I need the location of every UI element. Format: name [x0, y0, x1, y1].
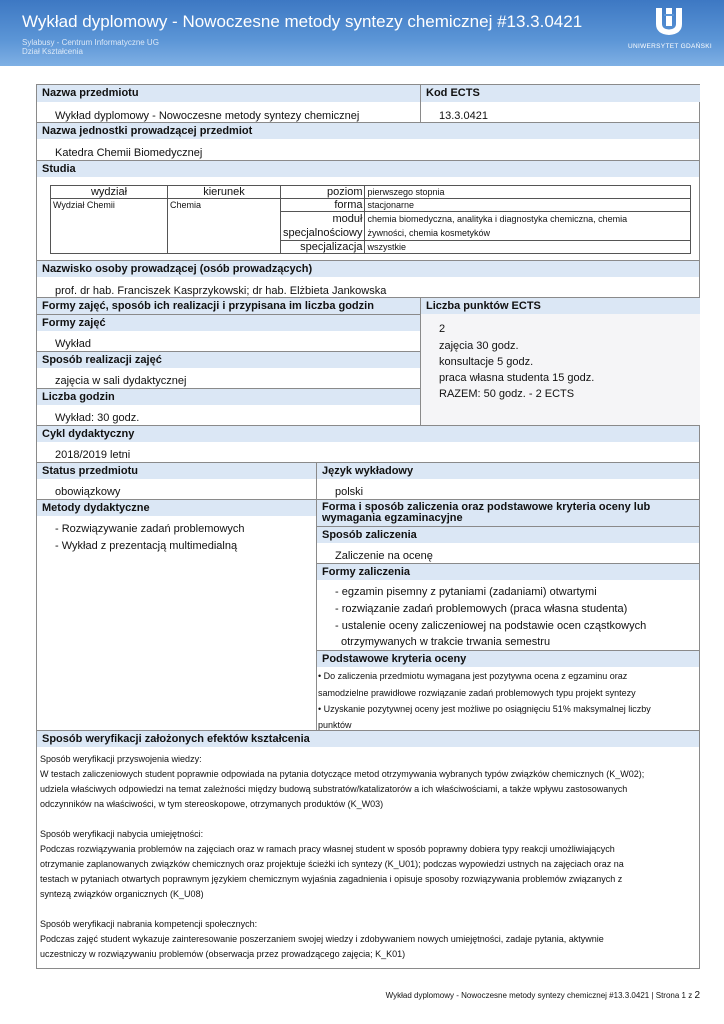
course-name-label: Nazwa przedmiotu [37, 85, 420, 102]
banner-subtitle [22, 38, 159, 56]
ects-code-label: Kod ECTS [421, 85, 700, 102]
language-value: polski [335, 486, 364, 498]
syllabus-document [36, 84, 700, 969]
cycle-value: 2018/2019 letni [55, 449, 131, 461]
lecturer-value: prof. dr hab. Franciszek Kasprzykowski; dr hab. Elżbieta Jankowska [55, 285, 387, 297]
realization-label: Sposób realizacji zajęć [37, 351, 420, 368]
header-banner [0, 0, 724, 66]
studia-label: Studia [37, 160, 699, 177]
criteria-label: Podstawowe kryteria oceny [317, 650, 699, 667]
assessment-form-text: rozwiązanie zadań problemowych (praca własna studenta) [341, 603, 628, 615]
verification-text [40, 752, 696, 977]
ects-code-value: 13.3.0421 [439, 110, 488, 122]
col-kierunek: kierunek [168, 186, 281, 199]
ects-line: 2 [439, 323, 446, 335]
assessment-forms-label: Formy zaliczenia [317, 563, 699, 580]
banner-subtitle-line: Sylabusy - Centrum Informatyczne UG [22, 38, 159, 47]
assessment-form-text: ustalenie oceny zaliczeniowej na podstawie ocen cząstkowych [341, 620, 647, 632]
unit-value: Katedra Chemii Biomedycznej [55, 147, 203, 159]
verification-paragraph [40, 827, 696, 902]
ects-line: konsultacje 5 godz. [439, 356, 534, 368]
verification-line: uczestniczy w rozwiązywaniu problemów (obserwacja przez prowadzącego zajęcia; K_K01) [40, 949, 406, 959]
assessment-method-label: Sposób zaliczenia [317, 526, 699, 543]
assessment-label-line: wymagania egzaminacyjne [322, 512, 463, 524]
teaching-methods-label: Metody dydaktyczne [37, 499, 316, 516]
assessment-form-item: - rozwiązanie zadań problemowych (praca własna studenta) [335, 603, 628, 615]
assessment-label [317, 499, 699, 526]
wydzial-value: Wydział Chemii [51, 199, 168, 254]
verification-paragraph [40, 752, 696, 812]
modul-value-line: chemia biomedyczna, analityka i diagnostyka chemiczna, chemia [367, 214, 628, 224]
divider [420, 297, 421, 425]
verification-line: Sposób weryfikacji nabrania kompetencji społecznych: [40, 919, 258, 929]
verification-line: syntezą związków organicznych (K_U08) [40, 889, 204, 899]
ects-panel [421, 314, 700, 425]
verification-line: udziela właściwych odpowiedzi na temat zależności między budową substratów/katalizatorów a ich właściwościami, a także wpływu zastosowanych [40, 784, 628, 794]
criteria-line: • Uzyskanie pozytywnej oceny jest możliwe po osiągnięciu 51% maksymalnej liczby [318, 704, 651, 714]
assessment-method-value: Zaliczenie na ocenę [335, 550, 433, 562]
course-name-value: Wykład dyplomowy - Nowoczesne metody syntezy chemicznej [55, 110, 360, 122]
verification-line: otrzymanie zaplanowanych związków chemicznych oraz projektuje ścieżki ich syntezy (K_U01); podczas wypowiedzi ustnych na zajęciach oraz na [40, 859, 624, 869]
kierunek-value: Chemia [168, 199, 281, 254]
hours-value: Wykład: 30 godz. [55, 412, 140, 424]
method-item-text: Rozwiązywanie zadań problemowych [61, 523, 245, 535]
university-logo [625, 6, 715, 56]
criteria-line: • Do zaliczenia przedmiotu wymagana jest pozytywna ocena z egzaminu oraz [318, 671, 628, 681]
forma-label: forma [281, 199, 365, 212]
divider [420, 85, 421, 122]
studia-table [50, 185, 691, 254]
verification-line: W testach zaliczeniowych student poprawnie odpowiada na pytania dotyczące metod otrzymywania wybranych typów związków chemicznych (K_W02); [40, 769, 645, 779]
col-wydzial: wydział [51, 186, 168, 199]
verification-paragraph [40, 917, 696, 962]
specjalizacja-label: specjalizacja [281, 241, 365, 254]
class-forms-label: Formy zajęć [37, 314, 420, 331]
modul-value-line: żywności, chemia kosmetyków [367, 228, 491, 238]
realization-value: zajęcia w sali dydaktycznej [55, 375, 187, 387]
language-label: Język wykładowy [317, 462, 699, 479]
method-item-text: Wykład z prezentacją multimedialną [61, 540, 238, 552]
method-item: - Wykład z prezentacją multimedialną [55, 540, 238, 552]
criteria-line: punktów [318, 720, 352, 730]
ects-line: zajęcia 30 godz. [439, 340, 519, 352]
assessment-form-item: - egzamin pisemny z pytaniami (zadaniami) otwartymi [335, 586, 597, 598]
method-item: - Rozwiązywanie zadań problemowych [55, 523, 245, 535]
assessment-form-text: egzamin pisemny z pytaniami (zadaniami) otwartymi [341, 586, 597, 598]
verification-line: Sposób weryfikacji przyswojenia wiedzy: [40, 754, 202, 764]
lecturer-label: Nazwisko osoby prowadzącej (osób prowadzących) [37, 260, 699, 277]
poziom-label: poziom [281, 186, 365, 199]
ects-line: RAZEM: 50 godz. - 2 ECTS [439, 388, 575, 400]
poziom-value: pierwszego stopnia [365, 186, 691, 199]
footer-page-total: 2 [694, 990, 700, 1001]
assessment-form-item: - ustalenie oceny zaliczeniowej na podstawie ocen cząstkowych [335, 620, 647, 632]
status-value: obowiązkowy [55, 486, 121, 498]
page-title: Wykład dyplomowy - Nowoczesne metody syntezy chemicznej #13.3.0421 [22, 12, 583, 31]
modul-label-line: specjalnościowy [283, 227, 363, 239]
modul-label [281, 212, 365, 241]
verification-line: Podczas rozwiązywania problemów na zajęciach oraz w ramach pracy własnej student w sposób poprawny dobiera typy reakcji umożliwiających [40, 844, 615, 854]
banner-subtitle-line: Dział Kształcenia [22, 47, 83, 56]
ects-line: praca własna studenta 15 godz. [439, 372, 595, 384]
forma-value: stacjonarne [365, 199, 691, 212]
unit-label: Nazwa jednostki prowadzącej przedmiot [37, 122, 699, 139]
specjalizacja-value: wszystkie [365, 241, 691, 254]
verification-line: Sposób weryfikacji nabycia umiejętności: [40, 829, 204, 839]
logo-text: UNIWERSYTET GDAŃSKI [628, 43, 712, 50]
page-footer [386, 990, 700, 1001]
verification-label: Sposób weryfikacji założonych efektów kształcenia [37, 730, 699, 747]
footer-text: Wykład dyplomowy - Nowoczesne metody syntezy chemicznej #13.3.0421 | Strona 1 z [385, 991, 693, 1000]
criteria-line: samodzielne prawidłowe rozwiązanie zadań problemowych typu projekt syntezy [318, 688, 636, 698]
modul-value [365, 212, 691, 241]
logo-icon [653, 6, 685, 36]
verification-line: Podczas zajęć student wykazuje zainteresowanie poszerzaniem swojej wiedzy i zdobywaniem nowych umiejętności, zadaje pytania, aktywnie [40, 934, 604, 944]
modul-label-line: moduł [332, 213, 363, 225]
forms-section-label: Formy zajęć, sposób ich realizacji i przypisana im liczba godzin [37, 297, 420, 314]
verification-line: testach w pytaniach otwartych poprawnym językiem chemicznym wyjaśnia zagadnienia i opisuje sposoby rozwiązywania problemów związanych z [40, 874, 623, 884]
status-label: Status przedmiotu [37, 462, 316, 479]
class-forms-value: Wykład [55, 338, 91, 350]
hours-label: Liczba godzin [37, 388, 420, 405]
assessment-form-continuation: otrzymywanych w trakcie trwania semestru [341, 636, 551, 648]
verification-line: odczynników na właściwości, w tym stereoskopowe, otrzymanych produktów (K_W03) [40, 799, 384, 809]
cycle-label: Cykl dydaktyczny [37, 425, 699, 442]
ects-points-label: Liczba punktów ECTS [421, 297, 700, 314]
assessment-label-line: Forma i sposób zaliczenia oraz podstawowe kryteria oceny lub [322, 501, 651, 513]
